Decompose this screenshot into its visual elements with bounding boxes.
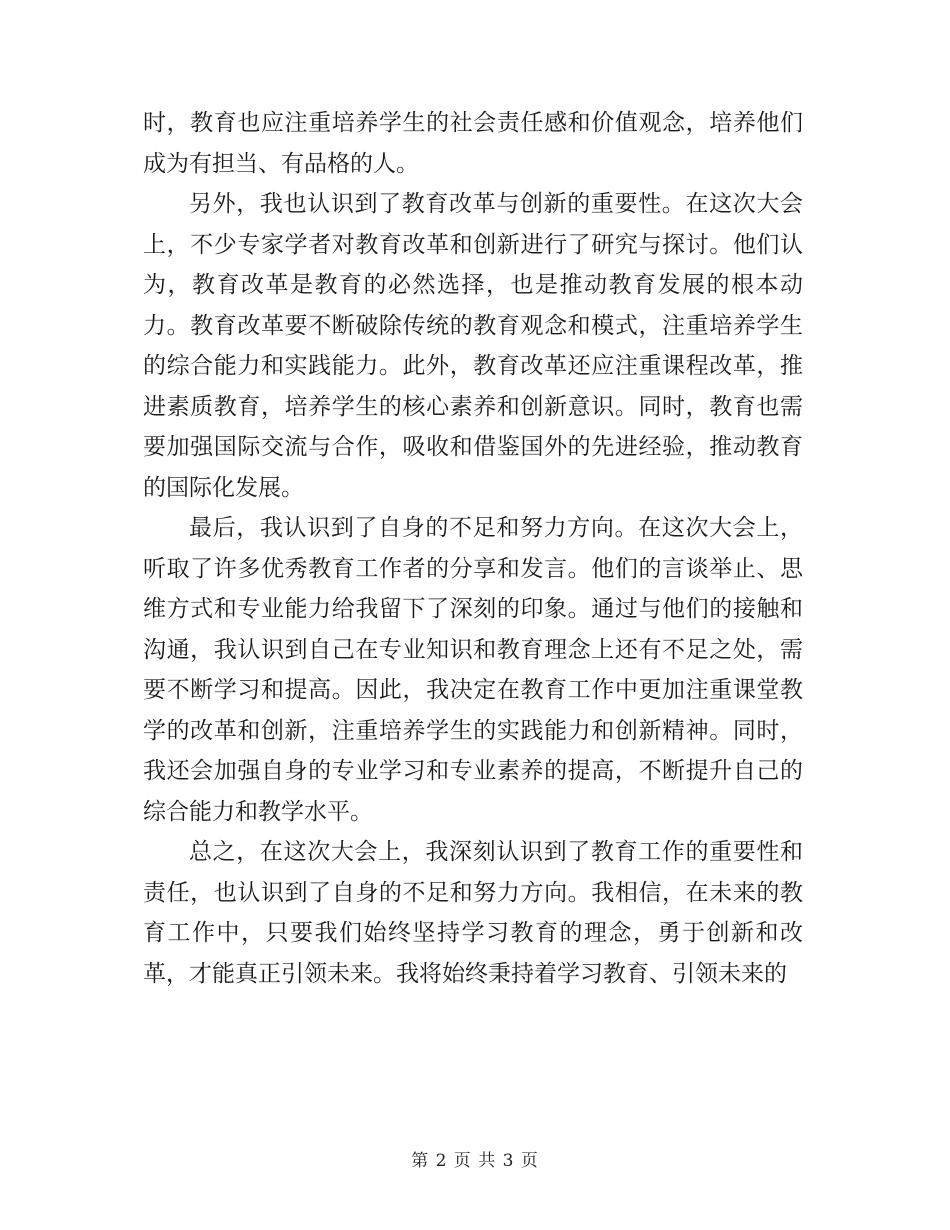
page-number-footer: 第 2 页 共 3 页 (411, 1151, 539, 1171)
paragraph-1: 时，教育也应注重培养学生的社会责任感和价值观念，培养他们成为有担当、有品格的人。 (143, 110, 803, 177)
paragraph-3: 最后，我认识到了自身的不足和努力方向。在这次大会上，听取了许多优秀教育工作者的分享和发言。他们的言谈举止、思维方式和专业能力给我留下了深刻的印象。通过与他们的接触和沟通，我认识到自己在专业知识和教育理念上还有不足之处，需要不断学习和提高。因此，我决定在教育工作中更加注重课堂教学的改革和创新，注重培养学生的实践能力和创新精神。同时，我还会加强自身的专业学习和专业素养的提高，不断提升自己的综合能力和教学水平。 (143, 515, 803, 825)
paragraph-2: 另外，我也认识到了教育改革与创新的重要性。在这次大会上，不少专家学者对教育改革和创新进行了研究与探讨。他们认为，教育改革是教育的必然选择，也是推动教育发展的根本动力。教育改革要不断破除传统的教育观念和模式，注重培养学生的综合能力和实践能力。此外，教育改革还应注重课程改革，推进素质教育，培养学生的核心素养和创新意识。同时，教育也需要加强国际交流与合作，吸收和借鉴国外的先进经验，推动教育的国际化发展。 (143, 191, 803, 501)
document-body (143, 103, 803, 994)
paragraph-4: 总之，在这次大会上，我深刻认识到了教育工作的重要性和责任，也认识到了自身的不足和努力方向。我相信，在未来的教育工作中，只要我们始终坚持学习教育的理念，勇于创新和改革，才能真正引领未来。我将始终秉持着学习教育、引领未来的 (143, 839, 803, 987)
